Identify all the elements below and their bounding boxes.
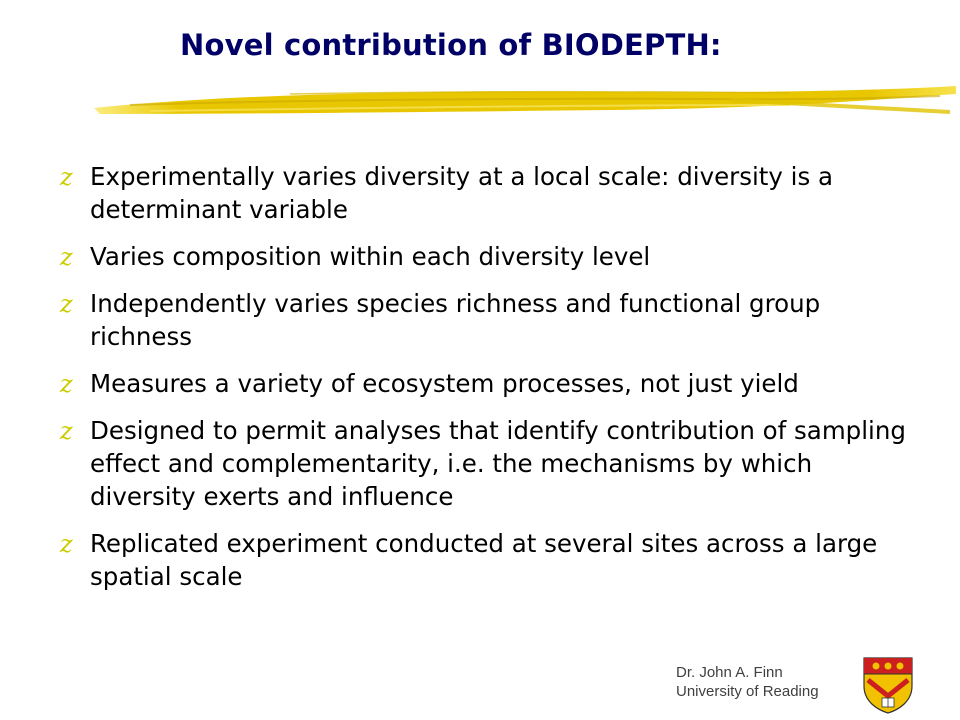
bullet-text: Measures a variety of ecosystem processes, not just yield <box>90 369 799 398</box>
bullet-marker: z <box>60 370 73 398</box>
list-item <box>60 240 920 273</box>
footer-author: Dr. John A. Finn <box>676 664 783 681</box>
bullet-marker: z <box>60 417 73 445</box>
bullet-text: Varies composition within each diversity level <box>90 242 651 271</box>
footer-credit <box>676 663 819 701</box>
bullet-marker: z <box>60 530 73 558</box>
bullet-marker: z <box>60 163 73 191</box>
list-item <box>60 367 920 400</box>
bullet-text: Experimentally varies diversity at a local scale: diversity is a determinant variable <box>90 162 834 224</box>
bullet-text: Designed to permit analyses that identify contribution of sampling effect and complementarity, i.e. the mechanisms by which diversity exerts and influence <box>90 416 906 511</box>
bullet-list <box>60 160 920 607</box>
list-item <box>60 527 920 593</box>
list-item <box>60 160 920 226</box>
bullet-marker: z <box>60 290 73 318</box>
bullet-text: Replicated experiment conducted at several sites across a large spatial scale <box>90 529 878 591</box>
bullet-marker: z <box>60 243 73 271</box>
brush-stroke-underline <box>90 78 960 128</box>
footer-institution: University of Reading <box>676 683 819 700</box>
list-item <box>60 414 920 513</box>
list-item <box>60 287 920 353</box>
bullet-text: Independently varies species richness and functional group richness <box>90 289 821 351</box>
university-crest-icon <box>862 656 914 714</box>
slide-title: Novel contribution of BIODEPTH: <box>180 28 722 62</box>
